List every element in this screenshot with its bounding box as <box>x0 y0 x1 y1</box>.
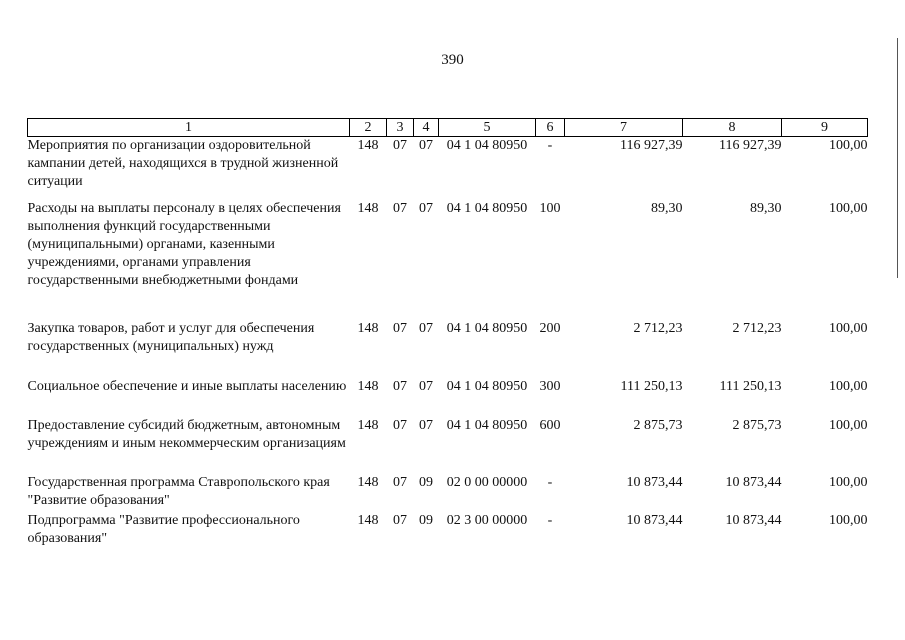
column-header-1: 1 <box>28 119 350 137</box>
row-value-8: 10 873,44 <box>725 512 782 528</box>
row-name: Закупка товаров, работ и услуг для обеспечения государственных (муниципальных) нужд <box>27 320 315 354</box>
row-value-7: 10 873,44 <box>626 474 683 490</box>
row-code-4: 07 <box>419 200 433 216</box>
row-value-8: 2 875,73 <box>732 417 782 433</box>
row-value-7: 2 712,23 <box>633 320 683 336</box>
row-name: Мероприятия по организации оздоровительной кампании детей, находящихся в трудной жизненной ситуации <box>27 138 339 189</box>
row-code-5: 02 3 00 00000 <box>446 512 528 528</box>
row-code-5: 04 1 04 80950 <box>446 320 528 336</box>
margin-rule <box>897 38 898 278</box>
row-value-8: 111 250,13 <box>719 378 782 394</box>
column-header-7: 7 <box>565 119 683 137</box>
row-percent: 100,00 <box>829 378 868 394</box>
row-code-2: 148 <box>357 474 379 490</box>
row-code-6: 100 <box>539 200 561 216</box>
row-percent: 100,00 <box>829 512 868 528</box>
header-row <box>28 119 868 137</box>
row-percent: 100,00 <box>829 417 868 433</box>
row-code-6: - <box>547 512 553 528</box>
row-name: Государственная программа Ставропольского края "Развитие образования" <box>27 474 330 508</box>
table-row <box>28 320 868 378</box>
column-header-8: 8 <box>683 119 782 137</box>
row-value-7: 2 875,73 <box>633 417 683 433</box>
row-value-8: 89,30 <box>750 200 782 216</box>
table-row <box>28 474 868 512</box>
row-code-3: 07 <box>393 512 407 528</box>
row-percent: 100,00 <box>829 320 868 336</box>
row-name: Социальное обеспечение и иные выплаты населению <box>27 378 347 394</box>
row-code-4: 07 <box>419 378 433 394</box>
row-code-3: 07 <box>393 320 407 336</box>
row-code-6: - <box>547 474 553 490</box>
row-code-2: 148 <box>357 138 379 153</box>
row-code-4: 09 <box>419 474 433 490</box>
table-row <box>28 378 868 417</box>
row-code-2: 148 <box>357 320 379 336</box>
row-value-7: 116 927,39 <box>620 138 683 153</box>
row-value-8: 10 873,44 <box>725 474 782 490</box>
row-code-5: 04 1 04 80950 <box>446 200 528 216</box>
row-code-2: 148 <box>357 378 379 394</box>
row-code-3: 07 <box>393 474 407 490</box>
column-header-4: 4 <box>414 119 439 137</box>
row-code-5: 04 1 04 80950 <box>446 138 528 153</box>
column-header-3: 3 <box>387 119 414 137</box>
table-row <box>28 200 868 320</box>
row-code-3: 07 <box>393 200 407 216</box>
column-header-2: 2 <box>350 119 387 137</box>
budget-table <box>27 118 868 550</box>
row-code-2: 148 <box>357 417 379 433</box>
row-code-3: 07 <box>393 138 407 153</box>
table-row <box>28 417 868 474</box>
row-value-7: 10 873,44 <box>626 512 683 528</box>
row-percent: 100,00 <box>829 138 868 153</box>
row-code-6: 200 <box>539 320 561 336</box>
page-number: 390 <box>441 52 464 68</box>
row-name: Расходы на выплаты персоналу в целях обеспечения выполнения функций государственными (муниципальными) органами, казенными учреждениями, органами управления государственными внебюджетными фондами <box>27 200 341 288</box>
column-header-5: 5 <box>439 119 536 137</box>
row-code-4: 09 <box>419 512 433 528</box>
row-percent: 100,00 <box>829 474 868 490</box>
table-row <box>28 137 868 200</box>
row-value-7: 89,30 <box>651 200 683 216</box>
row-code-2: 148 <box>357 512 379 528</box>
row-value-8: 116 927,39 <box>719 138 782 153</box>
row-name: Предоставление субсидий бюджетным, автономным учреждениям и иным некоммерческим организациям <box>27 417 346 451</box>
column-header-6: 6 <box>536 119 565 137</box>
row-percent: 100,00 <box>829 200 868 216</box>
row-code-2: 148 <box>357 200 379 216</box>
row-code-3: 07 <box>393 417 407 433</box>
row-value-7: 111 250,13 <box>620 378 683 394</box>
row-code-4: 07 <box>419 138 433 153</box>
row-code-3: 07 <box>393 378 407 394</box>
row-code-6: - <box>547 138 553 153</box>
row-code-5: 04 1 04 80950 <box>446 417 528 433</box>
row-code-4: 07 <box>419 417 433 433</box>
table-row <box>28 512 868 550</box>
row-value-8: 2 712,23 <box>732 320 782 336</box>
row-name: Подпрограмма "Развитие профессионального образования" <box>27 512 300 546</box>
row-code-6: 300 <box>539 378 561 394</box>
row-code-5: 02 0 00 00000 <box>446 474 528 490</box>
row-code-4: 07 <box>419 320 433 336</box>
column-header-9: 9 <box>782 119 868 137</box>
row-code-6: 600 <box>539 417 561 433</box>
row-code-5: 04 1 04 80950 <box>446 378 528 394</box>
